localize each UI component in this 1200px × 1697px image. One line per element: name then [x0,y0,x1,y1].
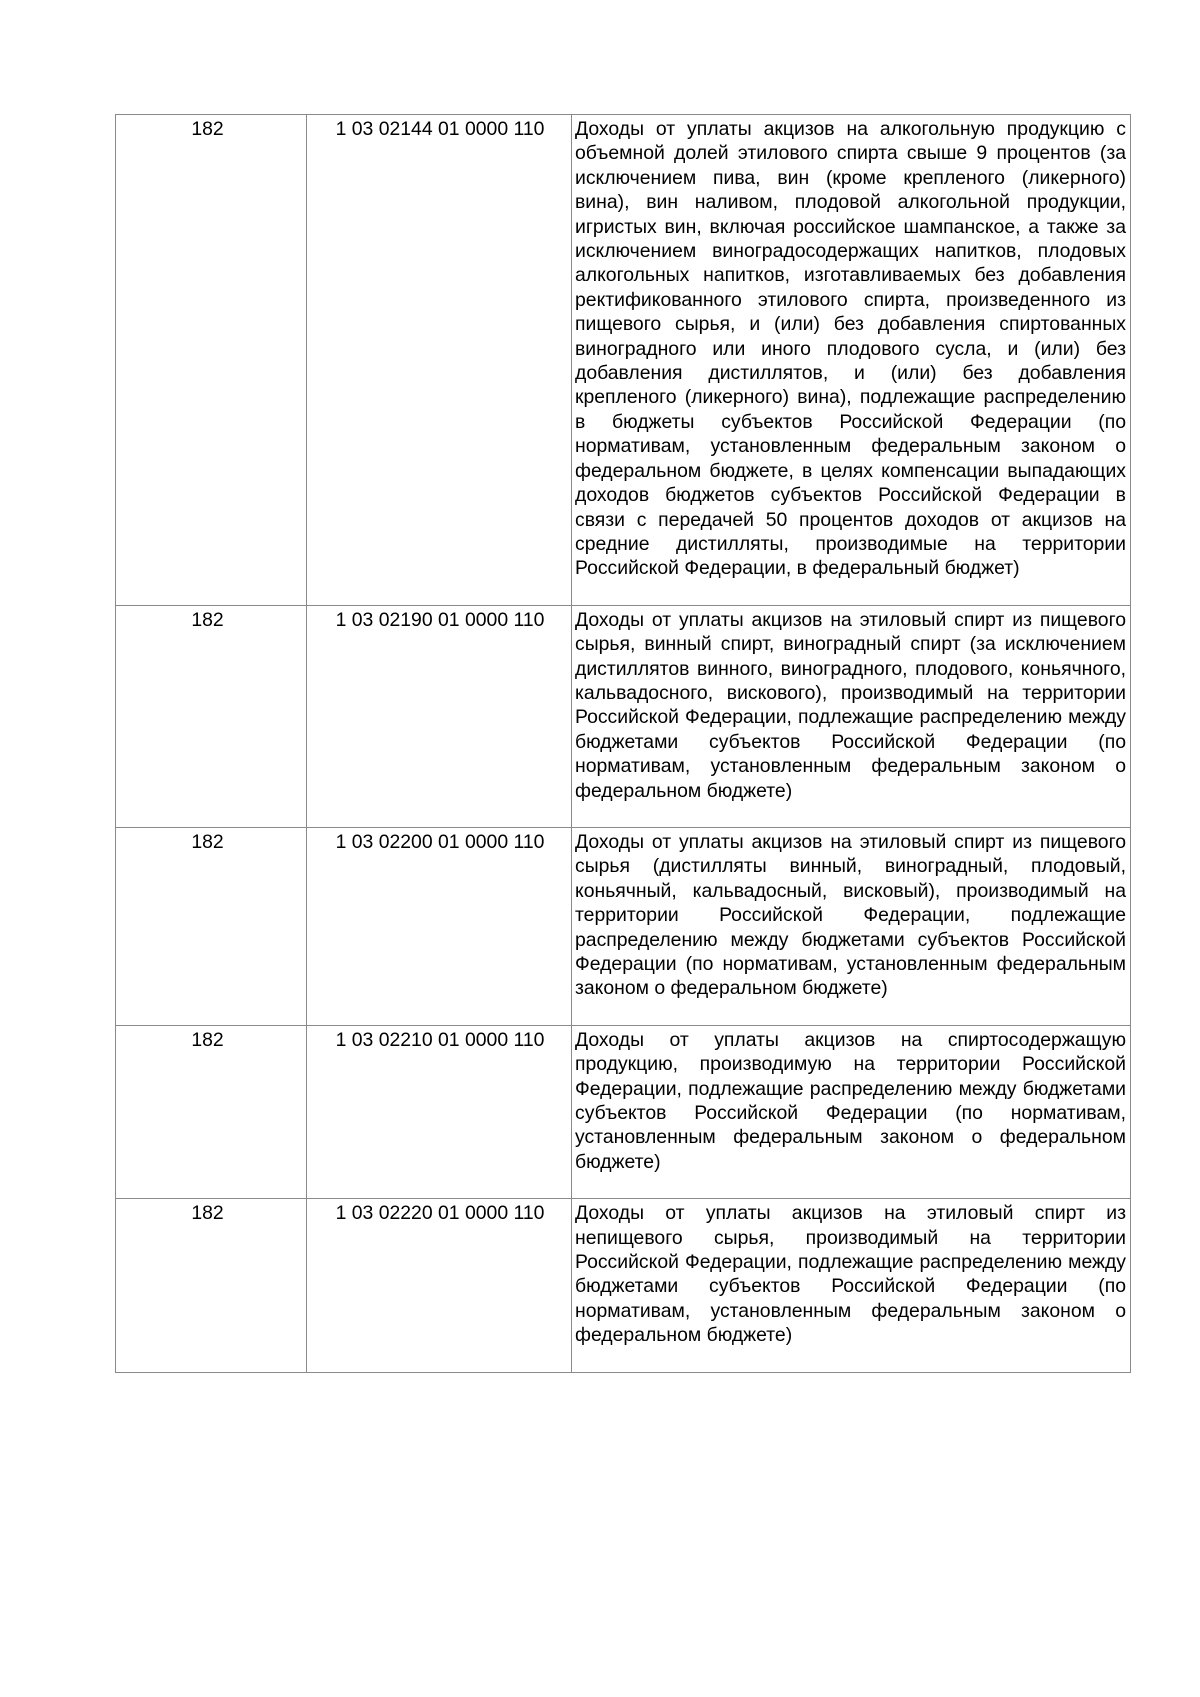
table-row [116,1025,1131,1198]
revenue-codes-table [115,114,1131,1373]
admin-code-cell: 182 [116,1199,307,1372]
description-cell: Доходы от уплаты акцизов на этиловый спирт из непищевого сырья, производимый на территории Российской Федерации, подлежащие распределению между бюджетами субъектов Российской Федерации (по нормативам, установленным федеральным законом о федеральном бюджете) [572,1199,1131,1372]
description-cell: Доходы от уплаты акцизов на этиловый спирт из пищевого сырья, винный спирт, виноградный спирт (за исключением дистиллятов винного, виноградного, плодового, коньячного, кальвадосного, вискового), производимый на территории Российской Федерации, подлежащие распределению между бюджетами субъектов Российской Федерации (по нормативам, установленным федеральным законом о федеральном бюджете) [572,605,1131,827]
table-row [116,605,1131,827]
table-row [116,115,1131,606]
table-row [116,1199,1131,1372]
kbk-code-cell: 1 03 02190 01 0000 110 [307,605,572,827]
admin-code-cell: 182 [116,605,307,827]
description-cell: Доходы от уплаты акцизов на спиртосодержащую продукцию, производимую на территории Российской Федерации, подлежащие распределению между бюджетами субъектов Российской Федерации (по нормативам, установленным федеральным законом о федеральном бюджете) [572,1025,1131,1198]
kbk-code-cell: 1 03 02210 01 0000 110 [307,1025,572,1198]
description-cell: Доходы от уплаты акцизов на алкогольную продукцию с объемной долей этилового спирта свыше 9 процентов (за исключением пива, вин (кроме крепленого (ликерного) вина), вин наливом, плодовой алкогольной продукции, игристых вин, включая российское шампанское, а также за исключением виноградосодержащих напитков, плодовых алкогольных напитков, изготавливаемых без добавления ректификованного этилового спирта, произведенного из пищевого сырья, и (или) без добавления спиртованных виноградного или иного плодового сусла, и (или) без добавления дистиллятов, и (или) без добавления крепленого (ликерного) вина), подлежащие распределению в бюджеты субъектов Российской Федерации (по нормативам, установленным федеральным законом о федеральном бюджете, в целях компенсации выпадающих доходов бюджетов субъектов Российской Федерации в связи с передачей 50 процентов доходов от акцизов на средние дистилляты, производимые на территории Российской Федерации, в федеральный бюджет) [572,115,1131,606]
admin-code-cell: 182 [116,1025,307,1198]
admin-code-cell: 182 [116,115,307,606]
kbk-code-cell: 1 03 02200 01 0000 110 [307,827,572,1025]
admin-code-cell: 182 [116,827,307,1025]
kbk-code-cell: 1 03 02220 01 0000 110 [307,1199,572,1372]
table-row [116,827,1131,1025]
kbk-code-cell: 1 03 02144 01 0000 110 [307,115,572,606]
description-cell: Доходы от уплаты акцизов на этиловый спирт из пищевого сырья (дистилляты винный, виноградный, плодовый, коньячный, кальвадосный, висковый), производимый на территории Российской Федерации, подлежащие распределению между бюджетами субъектов Российской Федерации (по нормативам, установленным федеральным законом о федеральном бюджете) [572,827,1131,1025]
